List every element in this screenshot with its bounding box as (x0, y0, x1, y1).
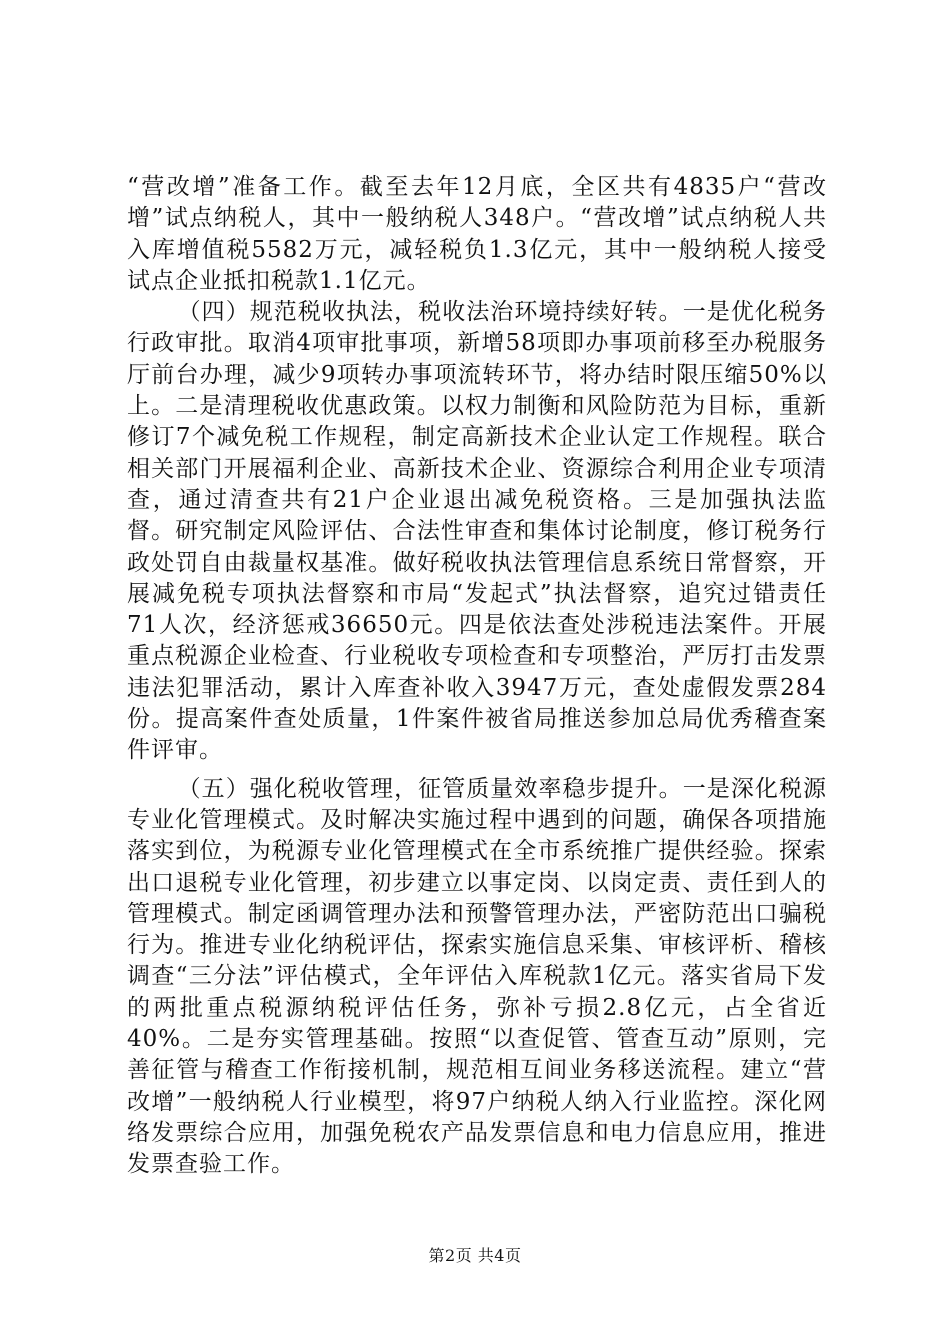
document-body (127, 172, 827, 1181)
paragraph-section-four: （四）规范税收执法，税收法治环境持续好转。一是优化税务行政审批。取消4项审批事项，新增58项即办事项前移至办税服务厅前台办理，减少9项转办事项流转环节，将办结时限压缩50%以上。二是清理税收优惠政策。以权力制衡和风险防范为目标，重新修订7个减免税工作规程，制定高新技术企业认定工作规程。联合相关部门开展福利企业、高新技术企业、资源综合利用企业专项清查，通过清查共有21户企业退出减免税资格。三是加强执法监督。研究制定风险评估、合法性审查和集体讨论制度，修订税务行政处罚自由裁量权基准。做好税收执法管理信息系统日常督察，开展减免税专项执法督察和市局“发起式”执法督察，追究过错责任71人次，经济惩戒36650元。四是依法查处涉税违法案件。开展重点税源企业检查、行业税收专项检查和专项整治，严厉打击发票违法犯罪活动，累计入库查补收入3947万元，查处虚假发票284份。提高案件查处质量，1件案件被省局推送参加总局优秀稽查案件评审。 (127, 299, 827, 764)
paragraph-vat-reform: “营改增”准备工作。截至去年12月底，全区共有4835户“营改增”试点纳税人，其中一般纳税人348户。“营改增”试点纳税人共入库增值税5582万元，减轻税负1.3亿元，其中一般纳税人接受试点企业抵扣税款1.1亿元。 (127, 174, 827, 294)
page-footer: 第2页 共4页 (428, 1246, 522, 1265)
paragraph-section-five: （五）强化税收管理，征管质量效率稳步提升。一是深化税源专业化管理模式。及时解决实施过程中遇到的问题，确保各项措施落实到位，为税源专业化管理模式在全市系统推广提供经验。探索出口退税专业化管理，初步建立以事定岗、以岗定责、责任到人的管理模式。制定函调管理办法和预警管理办法，严密防范出口骗税行为。推进专业化纳税评估，探索实施信息采集、审核评析、稽核调查“三分法”评估模式，全年评估入库税款1亿元。落实省局下发的两批重点税源纳税评估任务，弥补亏损2.8亿元，占全省近40%。二是夯实管理基础。按照“以查促管、管查互动”原则，完善征管与稽查工作衔接机制，规范相互间业务移送流程。建立“营改增”一般纳税人行业模型，将97户纳税人纳入行业监控。深化网络发票综合应用，加强免税农产品发票信息和电力信息应用，推进发票查验工作。 (127, 775, 827, 1178)
